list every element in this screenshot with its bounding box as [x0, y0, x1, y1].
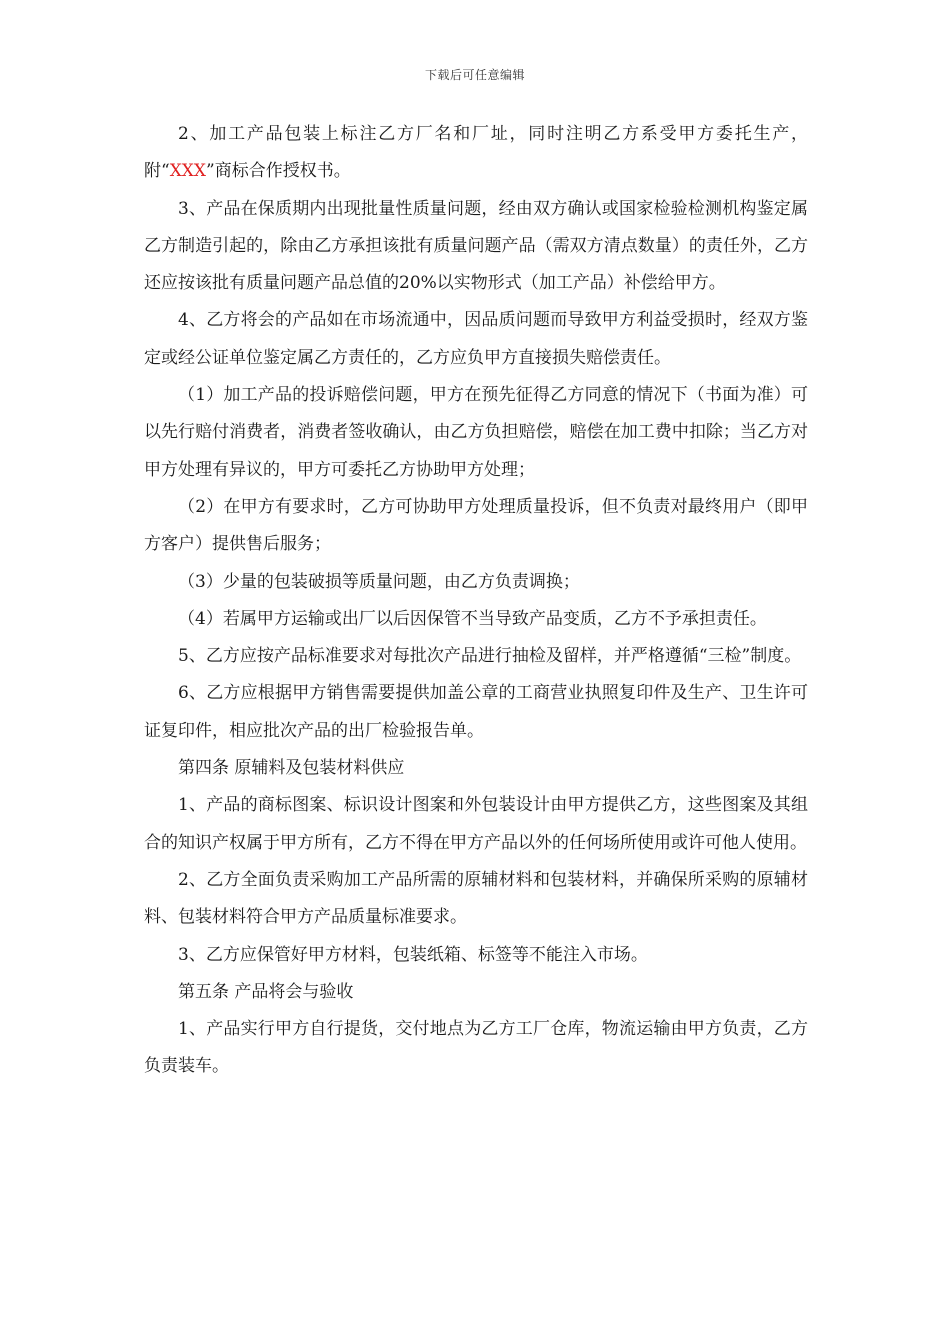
- section-heading-article-5: 第五条 产品将会与验收: [178, 981, 354, 1002]
- paragraph-4-3-packaging-damage: （3）少量的包装破损等质量问题，由乙方负责调换；: [178, 571, 580, 592]
- page-header: 下载后可任意编辑: [424, 68, 525, 82]
- trademark-placeholder: XXX: [169, 161, 207, 182]
- paragraph-text: ”商标合作授权书。: [206, 161, 351, 182]
- paragraph-3-quality-issue: 3、产品在保质期内出现批量性质量问题，经由双方确认或国家检验检测机构鉴定属乙方制造引起的，除由乙方承担该批有质量问题产品（需双方清点数量）的责任外，乙方还应按该批有质量问题产品总值的20%以实物形式（加工产品）补偿给甲方。: [144, 198, 808, 294]
- paragraph-article-5-1: 1、产品实行甲方自行提货，交付地点为乙方工厂仓库，物流运输由甲方负责，乙方负责装车。: [144, 1019, 808, 1077]
- paragraph-4-4-transport-damage: （4）若属甲方运输或出厂以后因保管不当导致产品变质，乙方不予承担责任。: [178, 608, 767, 629]
- paragraph-text: 2、加工产品包装上标注乙方厂名和厂址，同时注明乙方系受甲方委托生产，附“: [144, 124, 808, 182]
- paragraph-4-2-quality-complaint: （2）在甲方有要求时，乙方可协助甲方处理质量投诉，但不负责对最终用户（即甲方客户）提供售后服务；: [144, 496, 808, 555]
- paragraph-article-4-1: 1、产品的商标图案、标识设计图案和外包装设计由甲方提供乙方，这些图案及其组合的知识产权属于甲方所有，乙方不得在甲方产品以外的任何场所使用或许可他人使用。: [144, 795, 808, 853]
- paragraph-5-inspection: 5、乙方应按产品标准要求对每批次产品进行抽检及留样，并严格遵循“三检”制度。: [178, 646, 802, 667]
- paragraph-4-market-liability: 4、乙方将会的产品如在市场流通中，因品质问题而导致甲方利益受损时，经双方鉴定或经公证单位鉴定属乙方责任的，乙方应负甲方直接损失赔偿责任。: [144, 310, 808, 368]
- paragraph-article-4-3: 3、乙方应保管好甲方材料，包装纸箱、标签等不能注入市场。: [178, 944, 648, 965]
- paragraph-6-licenses: 6、乙方应根据甲方销售需要提供加盖公章的工商营业执照复印件及生产、卫生许可证复印件，相应批次产品的出厂检验报告单。: [144, 683, 808, 741]
- paragraph-2-packaging-label: [144, 116, 808, 191]
- document-body: [144, 116, 808, 1086]
- paragraph-4-1-complaint-compensation: （1）加工产品的投诉赔偿问题，甲方在预先征得乙方同意的情况下（书面为准）可以先行赔付消费者，消费者签收确认，由乙方负担赔偿，赔偿在加工费中扣除；当乙方对甲方处理有异议的，甲方可委托乙方协助甲方处理；: [144, 385, 808, 480]
- section-heading-article-4: 第四条 原辅料及包装材料供应: [178, 758, 405, 779]
- paragraph-article-4-2: 2、乙方全面负责采购加工产品所需的原辅材料和包装材料，并确保所采购的原辅材料、包装材料符合甲方产品质量标准要求。: [144, 869, 808, 928]
